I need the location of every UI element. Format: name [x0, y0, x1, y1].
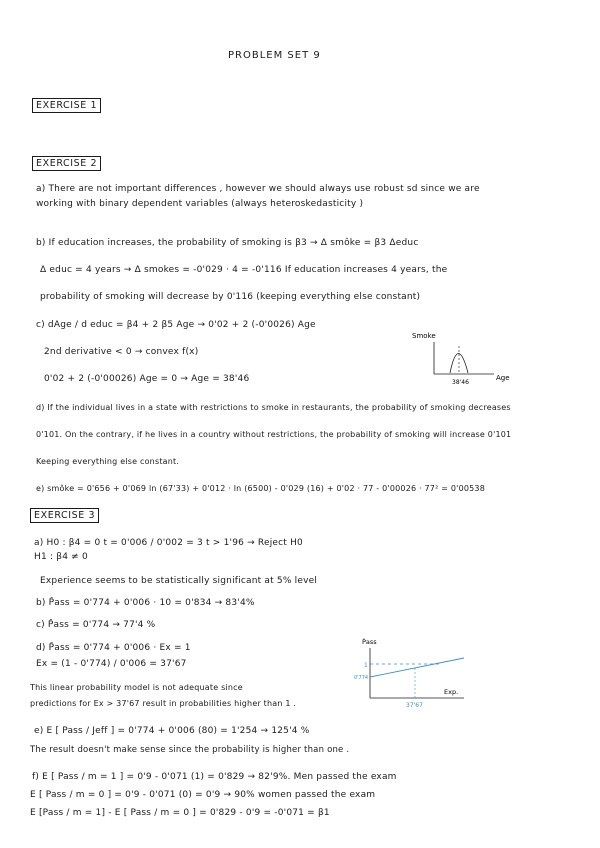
- smoke-age-graph: [408, 326, 518, 388]
- graph-xlabel: Age: [496, 374, 510, 382]
- ex2-d-line-2: 0'101. On the contrary, if he lives in a country without restrictions, the probability of smoking will increase 0'101: [36, 430, 512, 439]
- ex3-d-line-4: predictions for Ex > 37'67 result in probabilities higher than 1 .: [30, 699, 297, 708]
- graph2-line: [370, 658, 464, 677]
- ex2-b-line-3: probability of smoking will decrease by 0'116 (keeping everything else constant): [40, 292, 421, 302]
- exercise-3-heading: EXERCISE 3: [30, 508, 99, 523]
- ex3-a-line-2: H1 : β4 ≠ 0: [34, 552, 88, 562]
- graph-tick: 38'46: [452, 379, 469, 386]
- ex2-a-line-2: working with binary dependent variables (always heteroskedasticity ): [36, 199, 364, 209]
- ex3-d-line-3: This linear probability model is not adequate since: [30, 683, 243, 692]
- ex3-c-line: c) P̂ass = 0'774 → 77'4 %: [36, 620, 156, 630]
- page-title: PROBLEM SET 9: [228, 50, 321, 61]
- ex2-c-line-2: 2nd derivative < 0 → convex f(x): [44, 347, 199, 357]
- ex3-a-line-3: Experience seems to be statistically significant at 5% level: [40, 576, 318, 586]
- ex3-e-line-2: The result doesn't make sense since the probability is higher than one .: [30, 745, 350, 755]
- ex3-d-line-1: d) P̂ass = 0'774 + 0'006 · Ex = 1: [36, 643, 191, 653]
- ex3-f-line-1: f) E [ Pass / m = 1 ] = 0'9 - 0'071 (1) = 0'829 → 82'9%. Men passed the exam: [32, 772, 397, 782]
- ex3-f-line-2: E [ Pass / m = 0 ] = 0'9 - 0'071 (0) = 0'9 → 90% women passed the exam: [30, 790, 376, 800]
- graph-ylabel: Smoke: [412, 332, 436, 340]
- ex3-e-line-1: e) E [ Pass / Jeff ] = 0'774 + 0'006 (80) = 1'254 → 125'4 %: [34, 726, 310, 736]
- ex2-c-line-1: c) dAge / d educ = β4 + 2 β5 Age → 0'02 + 2 (-0'0026) Age: [36, 320, 316, 330]
- graph2-ytick-low: 0'774: [354, 675, 369, 681]
- graph2-ylabel: P̂ass: [362, 638, 377, 646]
- ex3-d-line-2: Ex = (1 - 0'774) / 0'006 = 37'67: [36, 659, 187, 669]
- ex3-b-line: b) P̂ass = 0'774 + 0'006 · 10 = 0'834 → 83'4%: [36, 598, 255, 608]
- graph2-ytick-top: 1: [364, 662, 368, 669]
- ex3-f-line-3: E [Pass / m = 1] - E [ Pass / m = 0 ] = 0'829 - 0'9 = -0'071 = β1: [30, 808, 330, 818]
- exercise-2-heading: EXERCISE 2: [32, 156, 101, 171]
- graph2-xtick: 37'67: [406, 702, 423, 709]
- ex2-b-line-2: Δ educ = 4 years → Δ smokes = -0'029 · 4 = -0'116 If education increases 4 years, the: [40, 265, 448, 275]
- exercise-1-heading: EXERCISE 1: [32, 98, 101, 113]
- ex2-e-line: e) smôke = 0'656 + 0'069 ln (67'33) + 0'012 · ln (6500) - 0'029 (16) + 0'02 · 77 - 0'00026 · 77² = 0'00538: [36, 484, 486, 493]
- graph2-xlabel: Exp.: [444, 688, 459, 696]
- ex2-b-line-1: b) If education increases, the probability of smoking is β3 → Δ smôke = β3 Δeduc: [36, 238, 419, 248]
- ex2-c-line-3: 0'02 + 2 (-0'00026) Age = 0 → Age = 38'46: [44, 374, 250, 384]
- ex2-d-line-3: Keeping everything else constant.: [36, 457, 180, 466]
- ex2-d-line-1: d) If the individual lives in a state with restrictions to smoke in restaurants, the probability of smoking decreases: [36, 403, 511, 412]
- ex2-a-line-1: a) There are not important differences , however we should always use robust sd since we are: [36, 184, 480, 194]
- pass-exp-graph: [340, 632, 480, 712]
- ex3-a-line-1: a) H0 : β4 = 0 t = 0'006 / 0'002 = 3 t > 1'96 → Reject H0: [34, 538, 303, 548]
